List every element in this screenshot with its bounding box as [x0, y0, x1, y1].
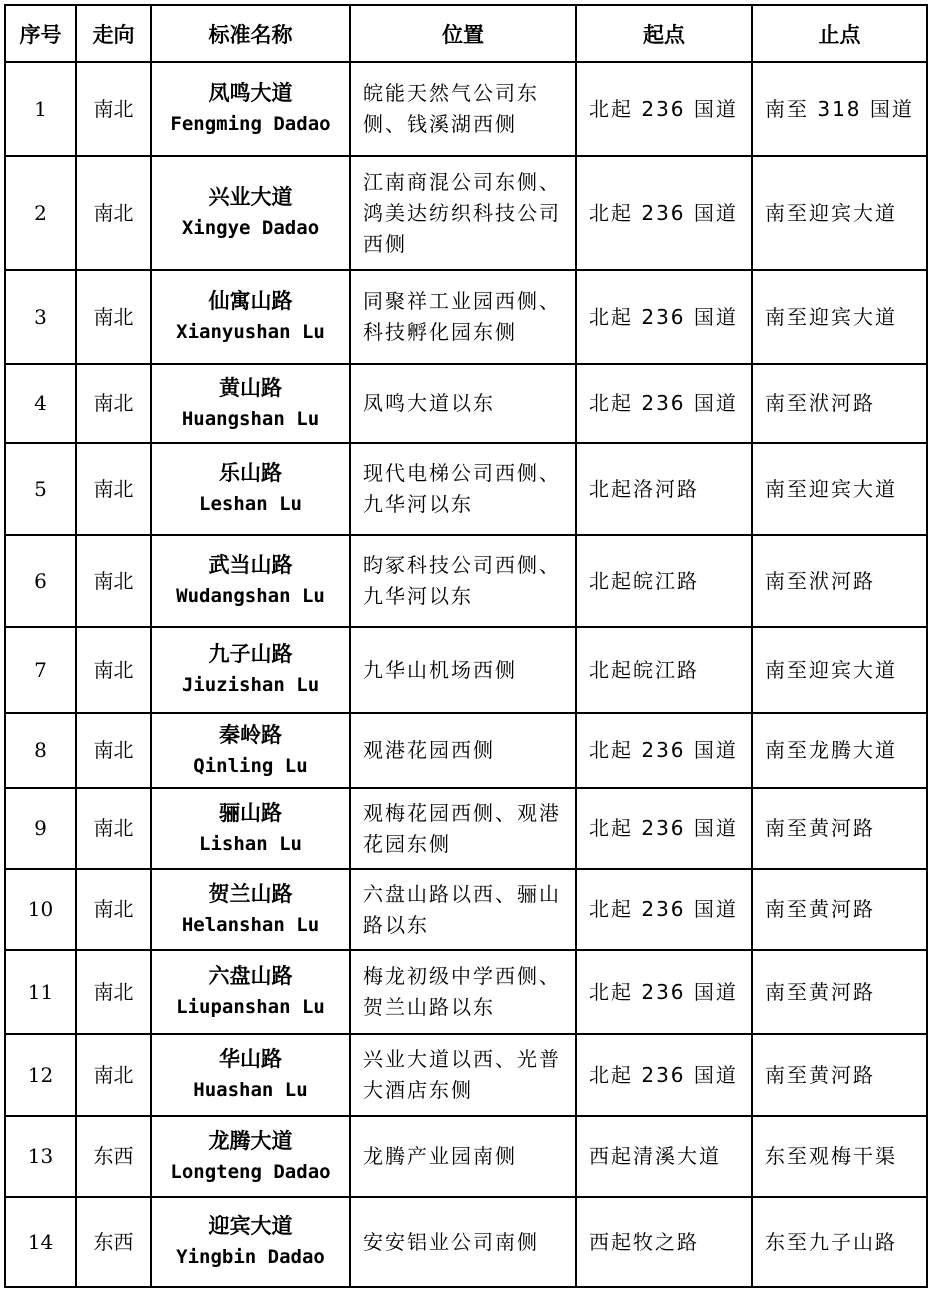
cell-start-point: 北起 236 国道 — [576, 869, 752, 950]
cell-start-point: 北起 236 国道 — [576, 62, 752, 156]
cell-standard-name — [151, 1034, 350, 1116]
cell-location: 昀冢科技公司西侧、九华河以东 — [350, 535, 576, 627]
cell-location: 观梅花园西侧、观港花园东侧 — [350, 788, 576, 869]
table-row — [5, 713, 927, 788]
road-name-pinyin: Xingye Dadao — [181, 217, 320, 239]
cell-standard-name — [151, 156, 350, 270]
cell-direction: 南北 — [76, 950, 151, 1034]
road-name-chinese: 迎宾大道 — [208, 1214, 293, 1238]
cell-index: 6 — [5, 535, 76, 627]
road-name-chinese: 九子山路 — [208, 642, 293, 666]
cell-location: 江南商混公司东侧、鸿美达纺织科技公司西侧 — [350, 156, 576, 270]
cell-direction: 东西 — [76, 1116, 151, 1197]
cell-start-point: 北起 236 国道 — [576, 1034, 752, 1116]
cell-start-point: 西起清溪大道 — [576, 1116, 752, 1197]
header-standard-name: 标准名称 — [151, 5, 350, 62]
road-name-chinese: 兴业大道 — [208, 185, 293, 209]
road-name-chinese: 秦岭路 — [219, 722, 282, 747]
cell-end-point: 东至观梅干渠 — [752, 1116, 927, 1197]
cell-standard-name — [151, 869, 350, 950]
cell-standard-name — [151, 950, 350, 1034]
road-name-table — [4, 4, 928, 1288]
road-name-chinese: 贺兰山路 — [208, 881, 293, 906]
cell-direction: 东西 — [76, 1197, 151, 1287]
cell-index: 3 — [5, 270, 76, 364]
cell-index: 11 — [5, 950, 76, 1034]
cell-start-point: 西起牧之路 — [576, 1197, 752, 1287]
road-name-pinyin: Huangshan Lu — [181, 407, 320, 430]
road-name-chinese: 乐山路 — [219, 461, 282, 485]
cell-location: 六盘山路以西、骊山路以东 — [350, 869, 576, 950]
cell-direction: 南北 — [76, 535, 151, 627]
cell-start-point: 北起 236 国道 — [576, 788, 752, 869]
cell-location: 九华山机场西侧 — [350, 627, 576, 713]
cell-standard-name — [151, 535, 350, 627]
cell-end-point: 南至迎宾大道 — [752, 270, 927, 364]
cell-index: 2 — [5, 156, 76, 270]
cell-start-point: 北起洛河路 — [576, 443, 752, 535]
road-name-chinese: 黄山路 — [219, 375, 282, 400]
cell-index: 4 — [5, 364, 76, 443]
cell-location: 观港花园西侧 — [350, 713, 576, 788]
cell-start-point: 北起 236 国道 — [576, 950, 752, 1034]
cell-end-point: 南至 318 国道 — [752, 62, 927, 156]
road-name-pinyin: Jiuzishan Lu — [181, 674, 320, 696]
table-row — [5, 156, 927, 270]
header-end-point: 止点 — [752, 5, 927, 62]
cell-direction: 南北 — [76, 869, 151, 950]
cell-direction: 南北 — [76, 1034, 151, 1116]
cell-standard-name — [151, 364, 350, 443]
road-name-pinyin: Qinling Lu — [193, 754, 308, 777]
table-row — [5, 62, 927, 156]
cell-index: 5 — [5, 443, 76, 535]
cell-location: 安安铝业公司南侧 — [350, 1197, 576, 1287]
cell-index: 9 — [5, 788, 76, 869]
cell-index: 7 — [5, 627, 76, 713]
cell-direction: 南北 — [76, 270, 151, 364]
table-row — [5, 535, 927, 627]
road-name-pinyin: Longteng Dadao — [170, 1160, 331, 1183]
cell-end-point: 东至九子山路 — [752, 1197, 927, 1287]
cell-standard-name — [151, 1116, 350, 1197]
cell-start-point: 北起皖江路 — [576, 535, 752, 627]
table-row — [5, 1116, 927, 1197]
cell-end-point: 南至黄河路 — [752, 950, 927, 1034]
table-row — [5, 788, 927, 869]
cell-end-point: 南至迎宾大道 — [752, 627, 927, 713]
cell-start-point: 北起 236 国道 — [576, 364, 752, 443]
header-location: 位置 — [350, 5, 576, 62]
road-name-pinyin: Wudangshan Lu — [176, 585, 325, 607]
table-header-row — [5, 5, 927, 62]
cell-standard-name — [151, 1197, 350, 1287]
road-name-pinyin: Xianyushan Lu — [176, 321, 325, 343]
cell-end-point: 南至黄河路 — [752, 1034, 927, 1116]
road-name-chinese: 龙腾大道 — [208, 1128, 293, 1153]
cell-end-point: 南至龙腾大道 — [752, 713, 927, 788]
cell-standard-name — [151, 443, 350, 535]
road-name-chinese: 骊山路 — [219, 800, 282, 825]
cell-end-point: 南至洑河路 — [752, 535, 927, 627]
cell-index: 8 — [5, 713, 76, 788]
table-row — [5, 869, 927, 950]
cell-start-point: 北起 236 国道 — [576, 270, 752, 364]
road-name-pinyin: Huashan Lu — [193, 1079, 308, 1101]
cell-direction: 南北 — [76, 364, 151, 443]
cell-index: 12 — [5, 1034, 76, 1116]
cell-index: 1 — [5, 62, 76, 156]
road-name-chinese: 凤鸣大道 — [208, 81, 293, 105]
table-row — [5, 364, 927, 443]
cell-location: 同聚祥工业园西侧、科技孵化园东侧 — [350, 270, 576, 364]
header-direction: 走向 — [76, 5, 151, 62]
cell-direction: 南北 — [76, 443, 151, 535]
cell-location: 龙腾产业园南侧 — [350, 1116, 576, 1197]
cell-direction: 南北 — [76, 627, 151, 713]
table-row — [5, 627, 927, 713]
road-name-chinese: 华山路 — [219, 1047, 282, 1071]
road-name-pinyin: Fengming Dadao — [170, 113, 331, 135]
cell-start-point: 北起皖江路 — [576, 627, 752, 713]
cell-location: 梅龙初级中学西侧、贺兰山路以东 — [350, 950, 576, 1034]
road-name-pinyin: Liupanshan Lu — [176, 996, 325, 1018]
cell-direction: 南北 — [76, 156, 151, 270]
road-name-pinyin: Yingbin Dadao — [176, 1246, 325, 1268]
road-name-chinese: 仙寓山路 — [208, 289, 293, 313]
table-row — [5, 270, 927, 364]
table-row — [5, 1197, 927, 1287]
cell-standard-name — [151, 713, 350, 788]
road-name-pinyin: Helanshan Lu — [181, 913, 320, 936]
cell-location: 兴业大道以西、光普大酒店东侧 — [350, 1034, 576, 1116]
road-name-pinyin: Lishan Lu — [199, 832, 302, 855]
cell-start-point: 北起 236 国道 — [576, 713, 752, 788]
cell-end-point: 南至迎宾大道 — [752, 156, 927, 270]
cell-standard-name — [151, 62, 350, 156]
cell-standard-name — [151, 270, 350, 364]
cell-end-point: 南至黄河路 — [752, 869, 927, 950]
cell-index: 13 — [5, 1116, 76, 1197]
cell-standard-name — [151, 788, 350, 869]
road-name-chinese: 六盘山路 — [208, 964, 293, 988]
cell-location: 现代电梯公司西侧、九华河以东 — [350, 443, 576, 535]
cell-location: 皖能天然气公司东侧、钱溪湖西侧 — [350, 62, 576, 156]
table-row — [5, 950, 927, 1034]
cell-end-point: 南至迎宾大道 — [752, 443, 927, 535]
cell-location: 凤鸣大道以东 — [350, 364, 576, 443]
road-name-pinyin: Leshan Lu — [199, 493, 302, 515]
cell-direction: 南北 — [76, 713, 151, 788]
cell-standard-name — [151, 627, 350, 713]
cell-end-point: 南至黄河路 — [752, 788, 927, 869]
cell-start-point: 北起 236 国道 — [576, 156, 752, 270]
table-row — [5, 443, 927, 535]
cell-index: 14 — [5, 1197, 76, 1287]
cell-end-point: 南至洑河路 — [752, 364, 927, 443]
road-name-chinese: 武当山路 — [208, 553, 293, 577]
cell-index: 10 — [5, 869, 76, 950]
header-start-point: 起点 — [576, 5, 752, 62]
table-row — [5, 1034, 927, 1116]
header-index: 序号 — [5, 5, 76, 62]
cell-direction: 南北 — [76, 62, 151, 156]
cell-direction: 南北 — [76, 788, 151, 869]
